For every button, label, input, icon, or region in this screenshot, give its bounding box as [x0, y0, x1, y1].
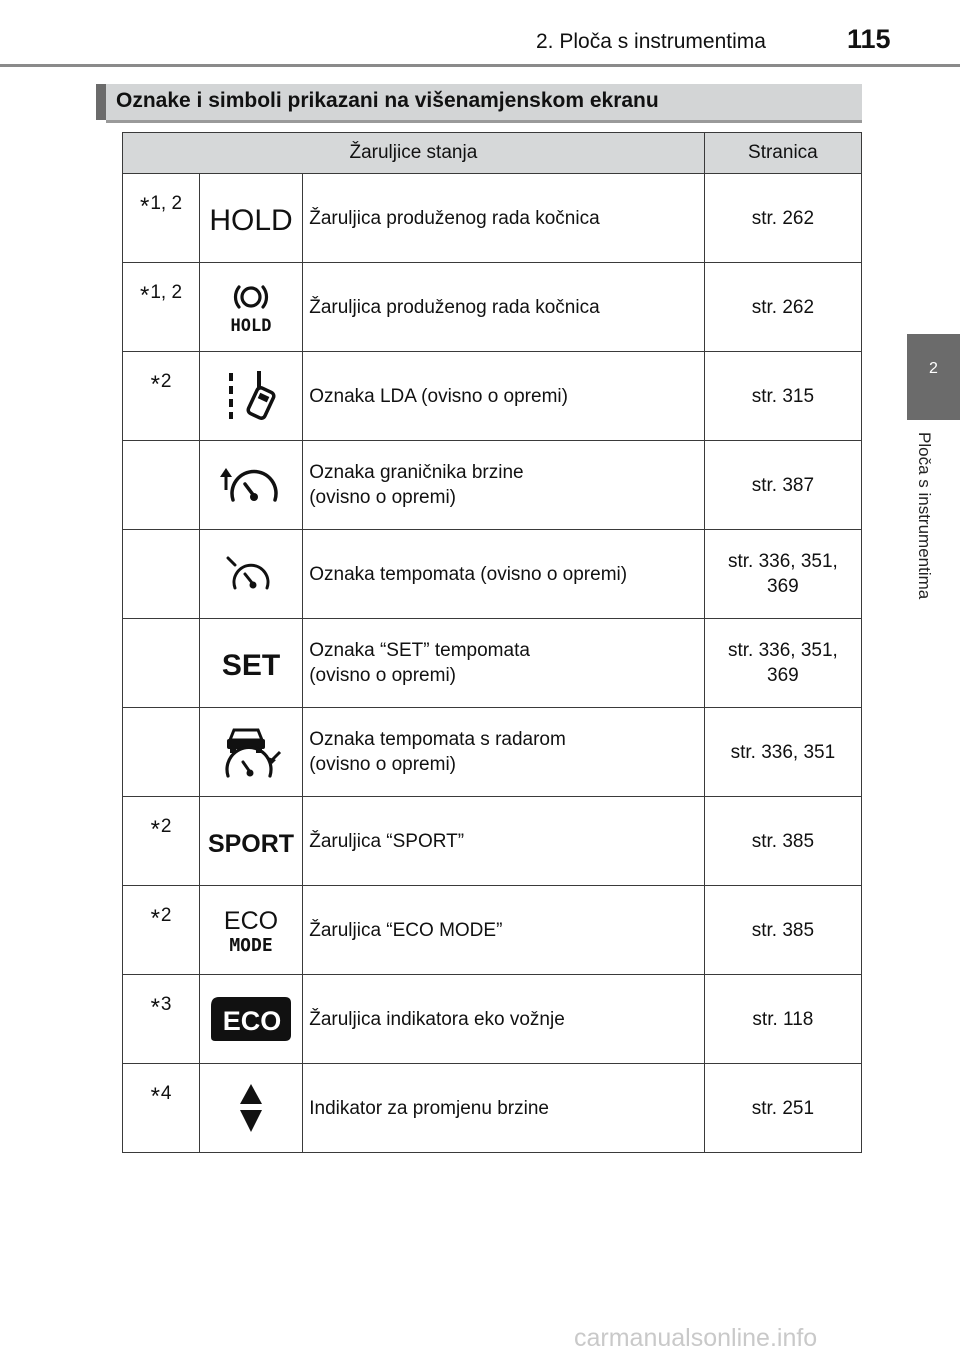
section-header [96, 84, 862, 120]
footnote-cell [123, 263, 200, 352]
asterisk-icon: * [150, 905, 160, 932]
icon-cell [200, 352, 303, 441]
icon-cell [200, 174, 303, 263]
footnote-ref: 2 [160, 816, 172, 837]
column-header-indicators: Žaruljice stanja [123, 133, 705, 174]
section-title: Oznake i simboli prikazani na višenamjenskom ekranu [116, 89, 659, 112]
page-reference: str. 336, 351 [704, 708, 861, 797]
asterisk-icon: * [150, 994, 160, 1021]
side-tab-label: Ploča s instrumentima [915, 432, 934, 600]
icon-cell [200, 886, 303, 975]
icon-cell [200, 441, 303, 530]
description-cell: Oznaka “SET” tempomata (ovisno o opremi) [303, 619, 705, 708]
description-cell: Oznaka graničnika brzine (ovisno o opremi) [303, 441, 705, 530]
asterisk-icon: * [150, 816, 160, 843]
side-tab-number: 2 [929, 360, 938, 377]
svg-text:SET: SET [221, 649, 281, 682]
page-reference: str. 251 [704, 1064, 861, 1153]
table-row [123, 263, 862, 352]
footnote-cell [123, 886, 200, 975]
side-tab [907, 334, 960, 420]
description-cell: Žaruljica “ECO MODE” [303, 886, 705, 975]
cruise-control-icon [226, 554, 276, 594]
page-reference: str. 336, 351, 369 [704, 530, 861, 619]
table-row [123, 1064, 862, 1153]
sport-text-icon [206, 823, 296, 859]
brake-hold-icon [211, 280, 291, 334]
footnote-cell [123, 797, 200, 886]
icon-cell [200, 797, 303, 886]
footnote-ref: 4 [160, 1083, 172, 1104]
eco-mode-text-icon [216, 905, 286, 955]
hold-text-icon [208, 198, 294, 238]
table-header-row [123, 133, 862, 174]
svg-text:MODE: MODE [229, 935, 273, 955]
icon-cell [200, 530, 303, 619]
footnote-cell [123, 441, 200, 530]
footnote-cell [123, 1064, 200, 1153]
footnote-ref: 1, 2 [150, 193, 183, 214]
page-reference: str. 118 [704, 975, 861, 1064]
page-reference: str. 315 [704, 352, 861, 441]
table-row [123, 352, 862, 441]
chapter-title: 2. Ploča s instrumentima [536, 30, 766, 53]
table-row [123, 797, 862, 886]
icon-cell [200, 619, 303, 708]
description-cell: Oznaka LDA (ovisno o opremi) [303, 352, 705, 441]
footnote-cell [123, 619, 200, 708]
svg-text:HOLD: HOLD [230, 316, 272, 334]
svg-text:ECO: ECO [224, 907, 279, 935]
table-row [123, 530, 862, 619]
page-reference: str. 262 [704, 263, 861, 352]
icon-cell [200, 1064, 303, 1153]
shift-indicator-icon [236, 1082, 266, 1134]
icon-cell [200, 975, 303, 1064]
table-row [123, 619, 862, 708]
asterisk-icon: * [140, 282, 150, 309]
page-number: 115 [847, 24, 891, 54]
page-reference: str. 336, 351, 369 [704, 619, 861, 708]
footnote-cell [123, 708, 200, 797]
footnote-cell [123, 352, 200, 441]
asterisk-icon: * [140, 193, 150, 220]
footnote-ref: 1, 2 [150, 282, 183, 303]
column-header-page: Stranica [704, 133, 861, 174]
table-row [123, 886, 862, 975]
footnote-ref: 2 [160, 371, 172, 392]
svg-text:ECO: ECO [222, 1006, 282, 1036]
table-row [123, 441, 862, 530]
description-cell: Oznaka tempomata (ovisno o opremi) [303, 530, 705, 619]
footnote-ref: 3 [160, 994, 172, 1015]
svg-text:HOLD: HOLD [209, 204, 293, 237]
set-text-icon [216, 643, 286, 683]
svg-text:SPORT: SPORT [208, 830, 295, 858]
lane-departure-icon [221, 369, 281, 423]
table-row [123, 975, 862, 1064]
table-row [123, 174, 862, 263]
description-cell: Indikator za promjenu brzine [303, 1064, 705, 1153]
description-cell: Žaruljica produženog rada kočnica [303, 174, 705, 263]
asterisk-icon: * [150, 371, 160, 398]
footnote-cell [123, 530, 200, 619]
page-reference: str. 385 [704, 886, 861, 975]
footnote-cell [123, 174, 200, 263]
header-rule [0, 64, 960, 67]
radar-cruise-icon [218, 724, 284, 780]
watermark: carmanualsonline.info [574, 1324, 818, 1352]
side-tab-label-wrap [914, 432, 954, 692]
eco-drive-indicator-icon [209, 994, 293, 1044]
speed-limiter-icon [219, 460, 283, 510]
page-reference: str. 262 [704, 174, 861, 263]
page-reference: str. 385 [704, 797, 861, 886]
asterisk-icon: * [150, 1083, 160, 1110]
description-cell: Žaruljica produženog rada kočnica [303, 263, 705, 352]
footnote-cell [123, 975, 200, 1064]
page-reference: str. 387 [704, 441, 861, 530]
description-cell: Oznaka tempomata s radarom (ovisno o opremi) [303, 708, 705, 797]
indicator-table [122, 132, 862, 1153]
footnote-ref: 2 [160, 905, 172, 926]
table-row [123, 708, 862, 797]
icon-cell [200, 708, 303, 797]
icon-cell [200, 263, 303, 352]
description-cell: Žaruljica indikatora eko vožnje [303, 975, 705, 1064]
description-cell: Žaruljica “SPORT” [303, 797, 705, 886]
